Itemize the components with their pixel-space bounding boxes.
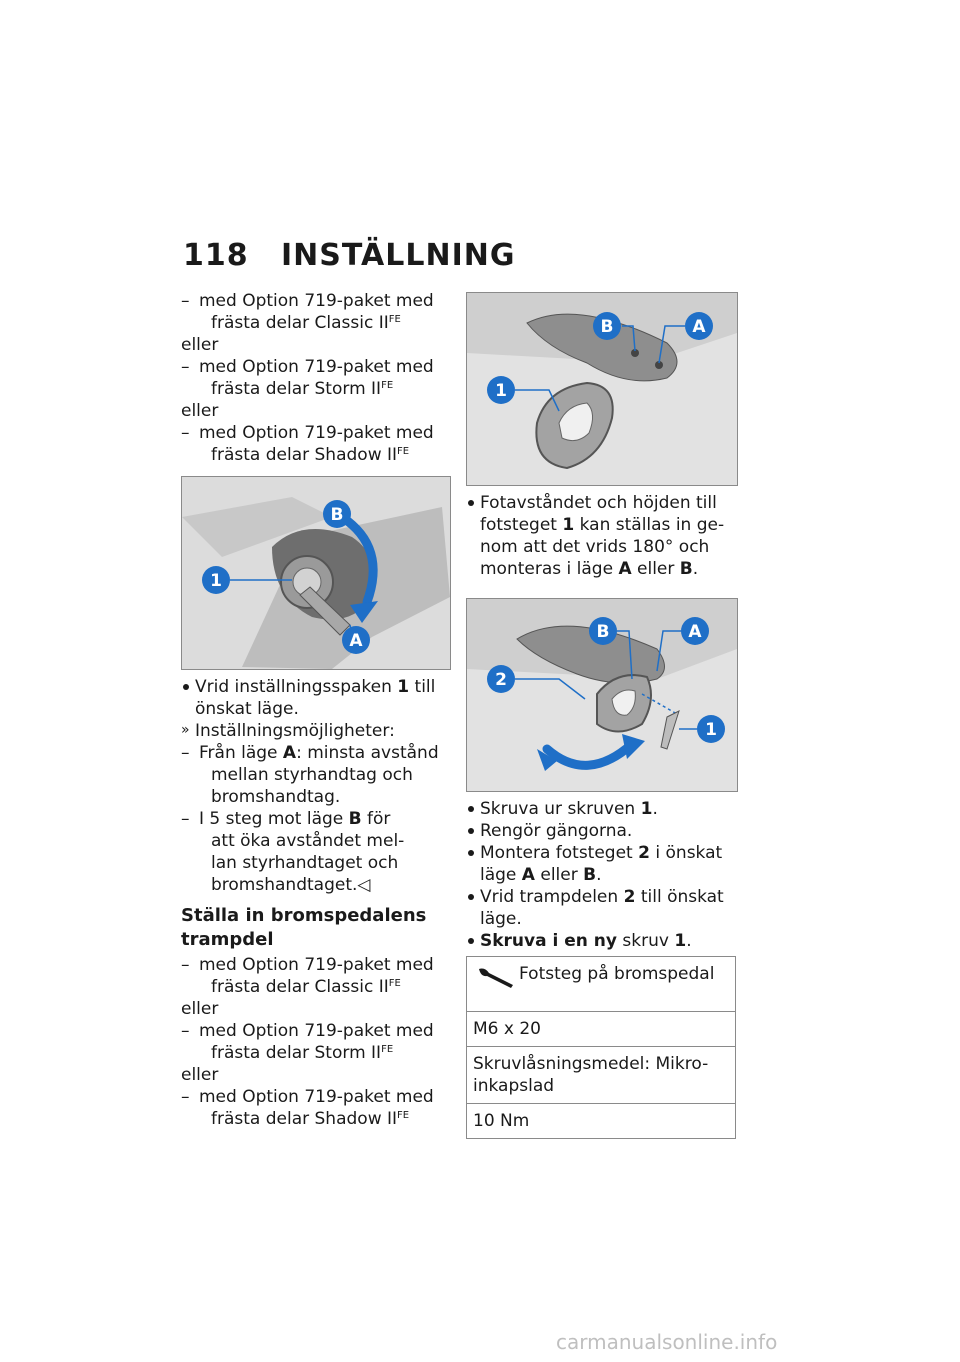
label-1-badge (487, 376, 515, 404)
label-a-badge (681, 617, 709, 645)
label-1-badge (202, 566, 230, 594)
or-separator: eller (181, 1065, 219, 1085)
option-item: – I 5 steg mot läge B för att öka avståndet mel- lan styrhandtaget och bromshandtaget.◁ (181, 808, 451, 896)
svg-text:B: B (330, 505, 344, 525)
svg-text:1: 1 (495, 381, 507, 401)
footpeg-illustration (467, 293, 737, 485)
svg-text:1: 1 (705, 720, 717, 740)
or-separator: eller (181, 999, 219, 1019)
label-a-badge (342, 626, 370, 654)
option-item: – med Option 719-paket med frästa delar Classic $II^{FE}$ (181, 290, 451, 334)
left-column (181, 290, 451, 1130)
instruction-item: Montera fotsteget 2 i önskat läge A eller B. (466, 842, 736, 886)
instruction-item: Vrid inställningsspaken 1 till önskat läge. (181, 676, 451, 720)
footpeg-positions-figure (466, 292, 738, 486)
chapter-title: INSTÄLLNING (281, 238, 516, 273)
option-item: – med Option 719-paket med frästa delar Shadow $II^{FE}$ (181, 1086, 451, 1130)
svg-text:A: A (688, 622, 702, 642)
label-2-badge (487, 665, 515, 693)
wrench-icon (477, 965, 517, 989)
label-b-badge (589, 617, 617, 645)
instruction-item: Skruva ur skruven 1. (466, 798, 736, 820)
option-item: – Från läge A: minsta avstånd mellan styrhandtag och bromshandtag. (181, 742, 451, 808)
instruction-item: Rengör gängorna. (466, 820, 736, 842)
lever-adjust-figure (181, 476, 451, 670)
spec-lock-cell: Skruvlåsningsmedel: Mikro-inkapslad (467, 1047, 736, 1104)
spec-size-cell: M6 x 20 (467, 1012, 736, 1047)
watermark: carmanualsonline.info (556, 1330, 778, 1354)
torque-spec-table (466, 956, 736, 1139)
svg-text:B: B (596, 622, 610, 642)
or-separator: eller (181, 401, 219, 421)
instruction-item: Skruva i en ny skruv 1. (466, 930, 736, 952)
footpeg-mount-illustration (467, 599, 737, 791)
svg-text:A: A (692, 317, 706, 337)
option-item: – med Option 719-paket med frästa delar Storm $II^{FE}$ (181, 356, 451, 400)
spec-torque-cell: 10 Nm (467, 1104, 736, 1139)
label-a-badge (685, 312, 713, 340)
option-item: – med Option 719-paket med frästa delar Storm $II^{FE}$ (181, 1020, 451, 1064)
lever-illustration (182, 477, 450, 669)
label-b-badge (593, 312, 621, 340)
option-item: – med Option 719-paket med frästa delar Shadow $II^{FE}$ (181, 422, 451, 466)
page-header (183, 238, 515, 273)
footpeg-mount-figure (466, 598, 738, 792)
svg-text:B: B (600, 317, 614, 337)
option-item: – med Option 719-paket med frästa delar Classic $II^{FE}$ (181, 954, 451, 998)
label-1-badge (697, 715, 725, 743)
label-b-badge (323, 500, 351, 528)
section-subheading: Ställa in bromspedalens trampdel (181, 905, 427, 950)
svg-text:2: 2 (495, 670, 507, 690)
result-item: » Inställningsmöjligheter: (181, 720, 451, 742)
or-separator: eller (181, 335, 219, 355)
right-column (466, 292, 736, 1139)
page-number: 118 (183, 238, 249, 273)
svg-text:1: 1 (210, 571, 222, 591)
spec-name-cell: Fotsteg på bromspedal (467, 957, 736, 1012)
svg-text:A: A (349, 631, 363, 651)
instruction-item: Fotavståndet och höjden till fotsteget 1 kan ställas in ge- nom att det vrids 180° och monteras i läge A eller B. (466, 492, 736, 580)
instruction-item: Vrid trampdelen 2 till önskat läge. (466, 886, 736, 930)
